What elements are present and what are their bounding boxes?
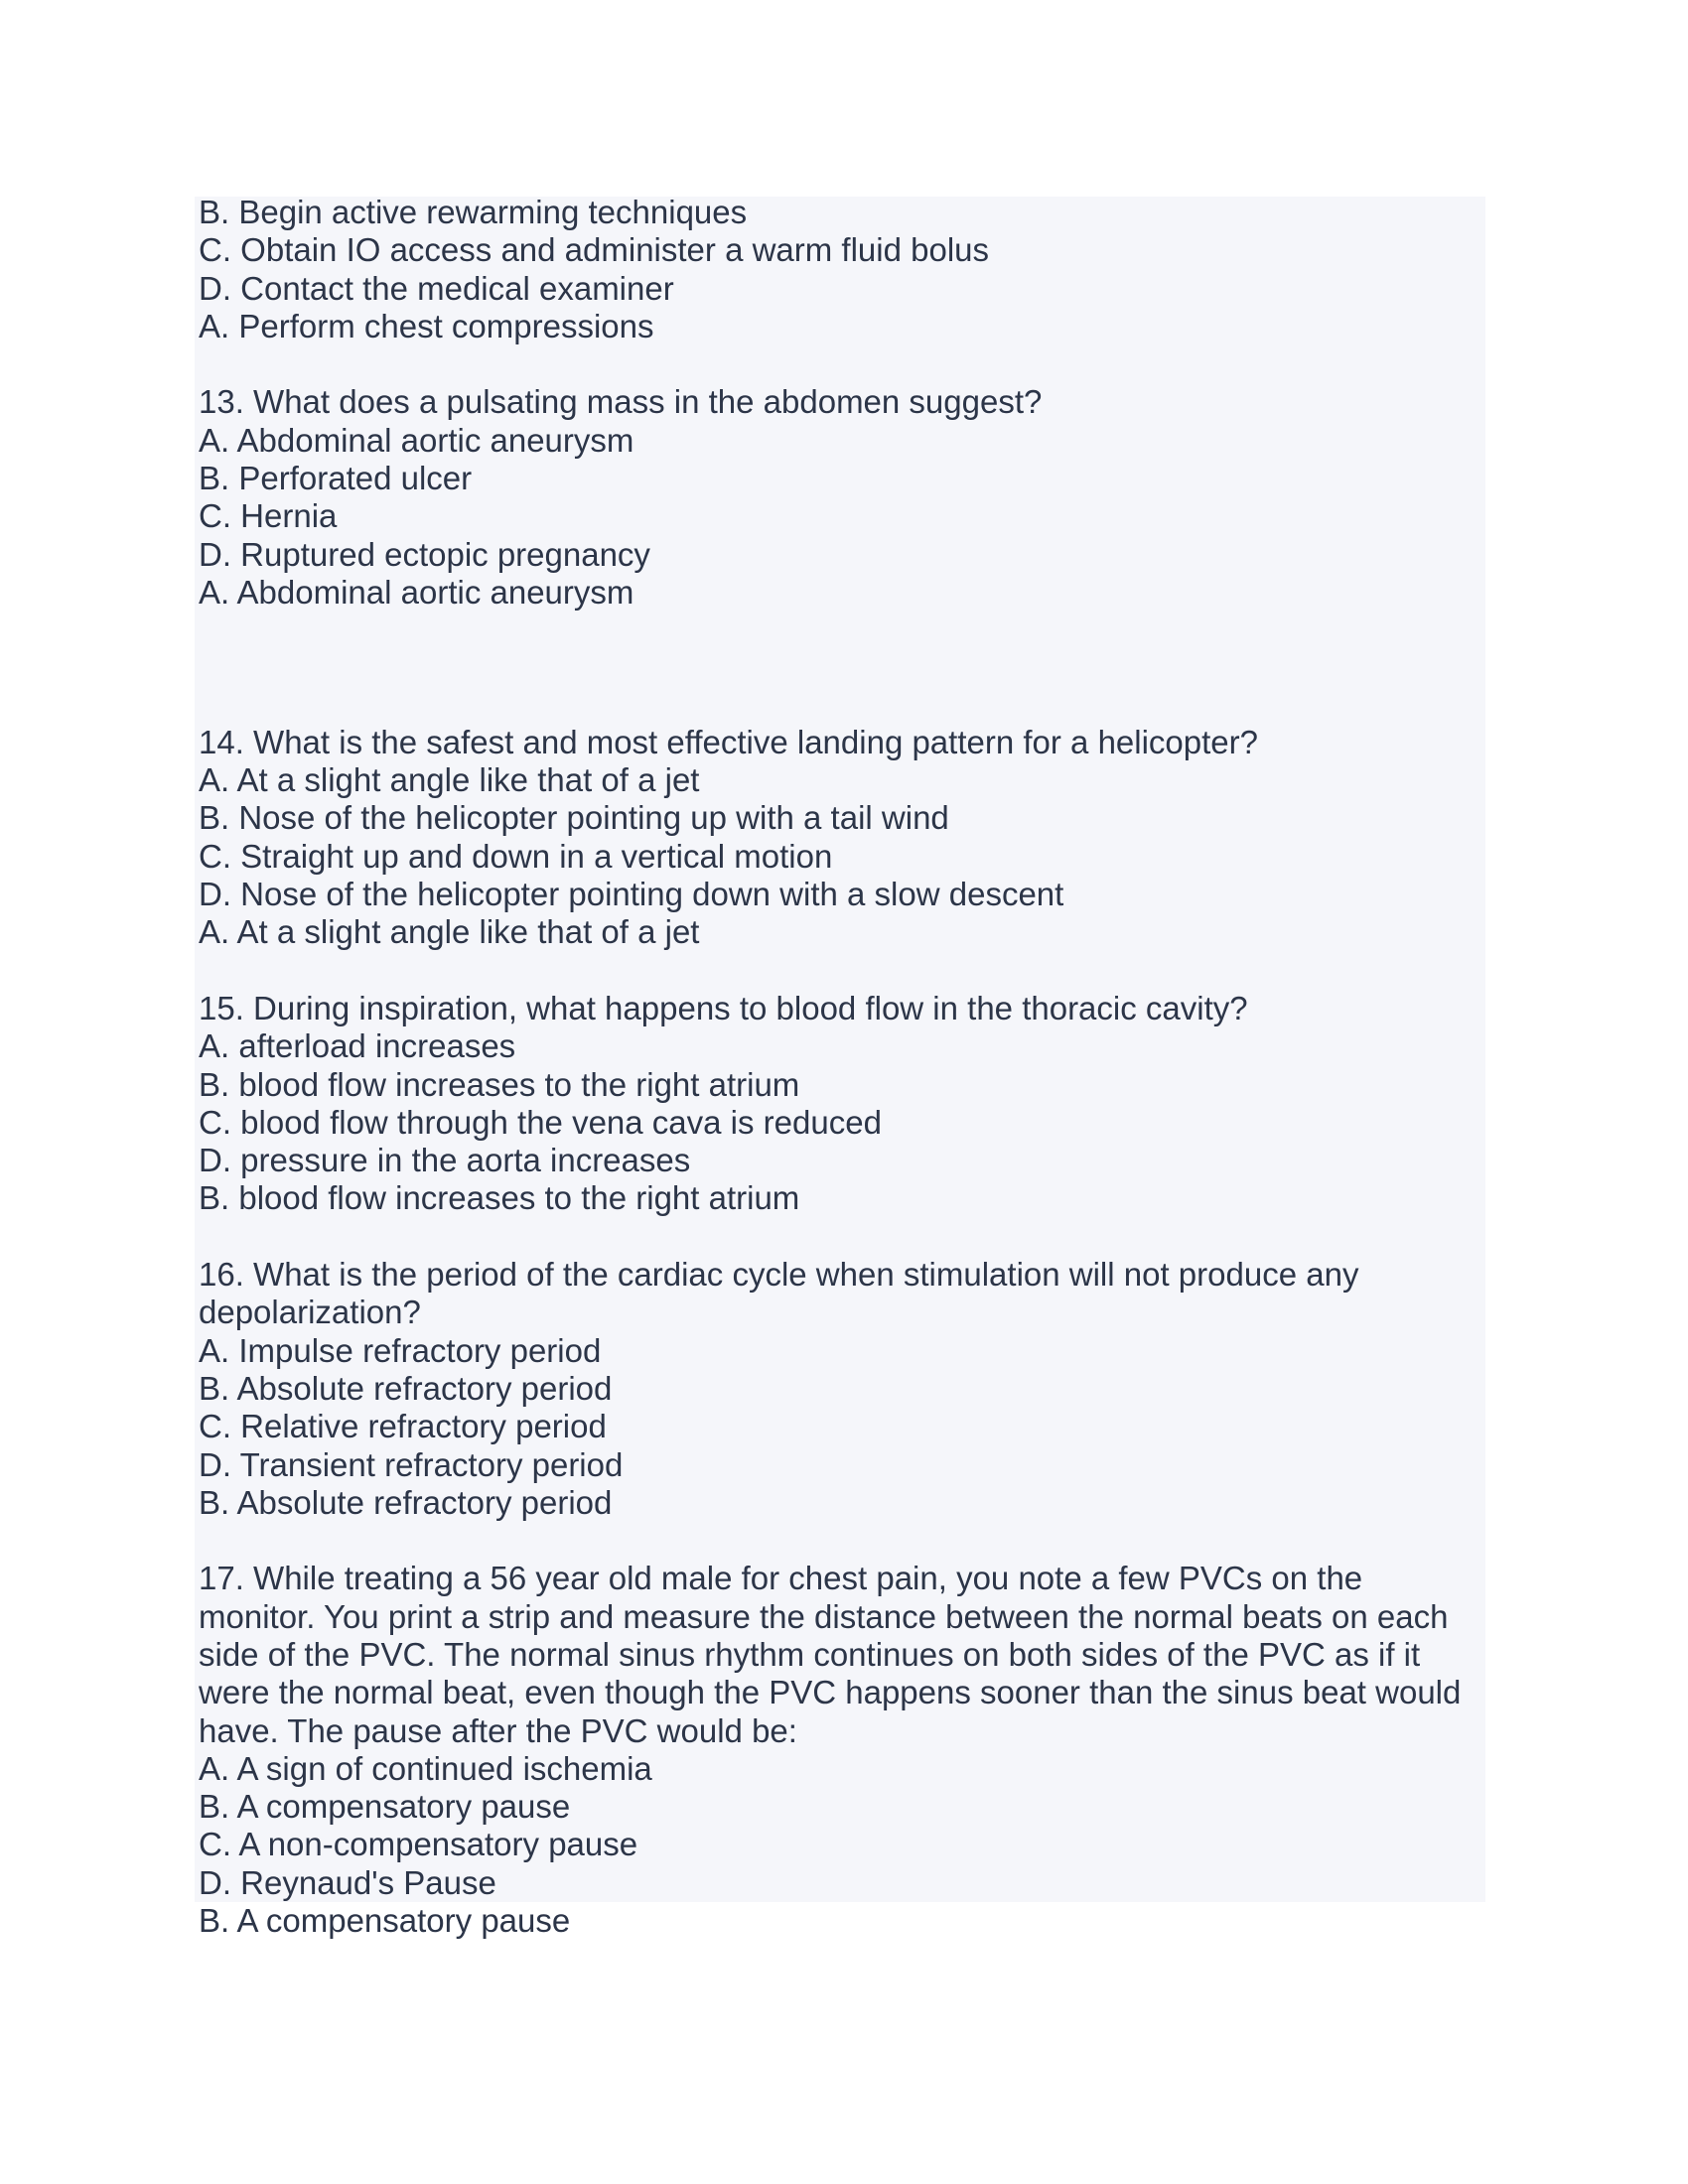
- option-line: D. Ruptured ectopic pregnancy: [199, 535, 650, 573]
- option-line: A. Abdominal aortic aneurysm: [199, 421, 634, 459]
- spacer: [199, 1522, 1485, 1560]
- question-text: 15. During inspiration, what happens to blood flow in the thoracic cavity?: [199, 989, 1248, 1026]
- document-body: [199, 194, 1485, 1940]
- option-line: A. At a slight angle like that of a jet: [199, 761, 700, 799]
- spacer: [199, 952, 1485, 990]
- answer-line: B. Absolute refractory period: [199, 1483, 613, 1521]
- answer-line: B. A compensatory pause: [199, 1902, 571, 1940]
- option-line: C. Obtain IO access and administer a warm fluid bolus: [199, 231, 990, 269]
- option-line: C. Hernia: [199, 497, 338, 535]
- question-16-block: [199, 1256, 1485, 1522]
- option-line: A. Impulse refractory period: [199, 1331, 602, 1369]
- spacer: [199, 1218, 1485, 1256]
- option-line: D. Transient refractory period: [199, 1445, 624, 1483]
- option-line: D. pressure in the aorta increases: [199, 1142, 691, 1179]
- option-line: C. Relative refractory period: [199, 1408, 607, 1445]
- spacer: [199, 345, 1485, 383]
- question-text: 16. What is the period of the cardiac cycle when stimulation will not produce any: [199, 1256, 1359, 1294]
- option-line: D. Nose of the helicopter pointing down with a slow descent: [199, 876, 1064, 913]
- option-line: D. Reynaud's Pause: [199, 1863, 496, 1901]
- question-text: have. The pause after the PVC would be:: [199, 1711, 797, 1749]
- question-text: 17. While treating a 56 year old male for chest pain, you note a few PVCs on the: [199, 1560, 1363, 1597]
- option-line: A. A sign of continued ischemia: [199, 1749, 652, 1787]
- option-line: C. blood flow through the vena cava is reduced: [199, 1103, 882, 1141]
- question-text: depolarization?: [199, 1294, 421, 1331]
- option-line: B. A compensatory pause: [199, 1788, 571, 1826]
- option-line: A. afterload increases: [199, 1027, 516, 1065]
- question-text: monitor. You print a strip and measure the distance between the normal beats on each: [199, 1597, 1449, 1635]
- question-15-block: [199, 990, 1485, 1218]
- question-14-block: [199, 724, 1485, 952]
- question-text: side of the PVC. The normal sinus rhythm continues on both sides of the PVC as if it: [199, 1635, 1421, 1673]
- question-12-block: [199, 194, 1485, 345]
- question-text: 14. What is the safest and most effective landing pattern for a helicopter?: [199, 723, 1259, 760]
- question-17-block: [199, 1560, 1485, 1940]
- option-line: C. Straight up and down in a vertical motion: [199, 837, 833, 875]
- question-text: were the normal beat, even though the PVC happens sooner than the sinus beat would: [199, 1674, 1462, 1711]
- answer-line: B. blood flow increases to the right atrium: [199, 1179, 800, 1217]
- answer-line: A. At a slight angle like that of a jet: [199, 913, 700, 951]
- option-line: D. Contact the medical examiner: [199, 269, 674, 307]
- question-text: 13. What does a pulsating mass in the abdomen suggest?: [199, 383, 1043, 421]
- option-line: B. Begin active rewarming techniques: [199, 194, 748, 230]
- option-line: B. Perforated ulcer: [199, 460, 473, 497]
- option-line: B. Nose of the helicopter pointing up with a tail wind: [199, 799, 949, 837]
- answer-line: A. Abdominal aortic aneurysm: [199, 573, 634, 611]
- option-line: B. Absolute refractory period: [199, 1369, 613, 1407]
- spacer: [199, 612, 1485, 688]
- answer-line: A. Perform chest compressions: [199, 307, 654, 344]
- question-13-block: [199, 383, 1485, 612]
- option-line: C. A non-compensatory pause: [199, 1826, 638, 1863]
- option-line: B. blood flow increases to the right atrium: [199, 1065, 800, 1103]
